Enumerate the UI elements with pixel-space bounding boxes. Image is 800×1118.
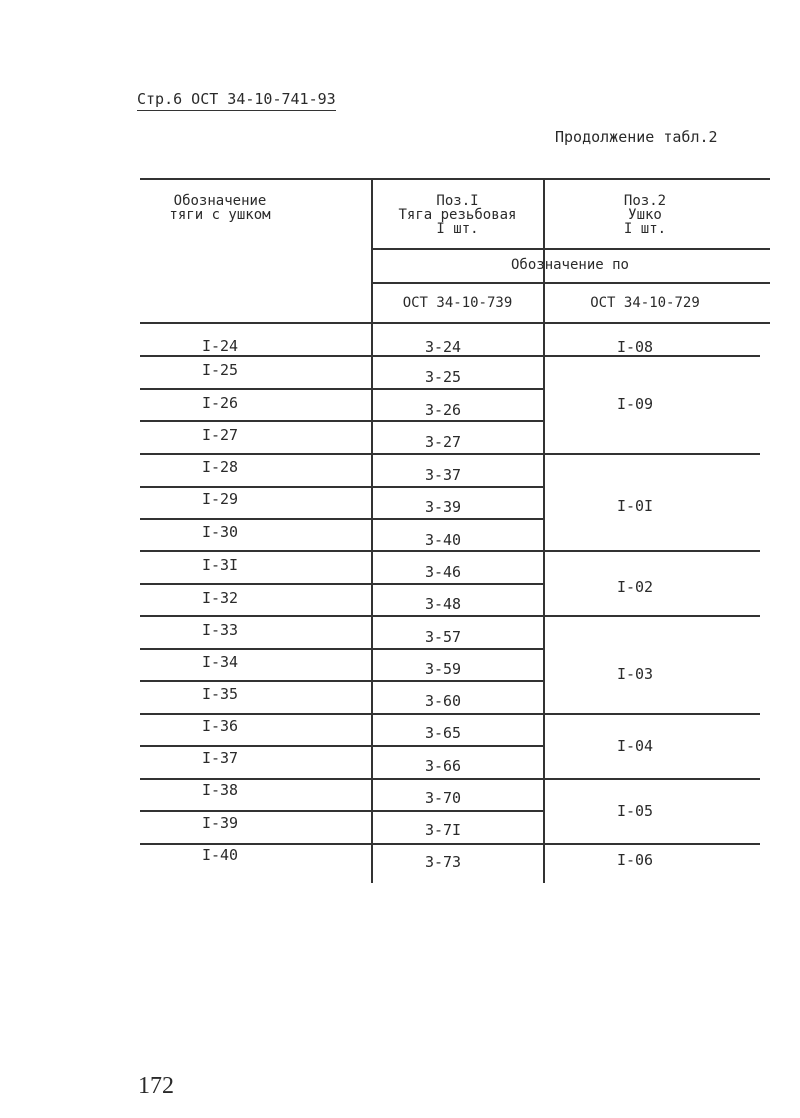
- table-cell-rod: 3-40: [424, 531, 462, 549]
- table-cell-rod: 3-70: [424, 789, 462, 807]
- header-pos2: [570, 194, 720, 236]
- header-pos1: [380, 194, 535, 236]
- table-cell-designation: I-36: [201, 717, 239, 735]
- page-number: 172: [138, 1073, 174, 1099]
- table-cell-eye: I-06: [616, 851, 654, 869]
- table-cell-designation: I-25: [201, 361, 239, 379]
- table-cell-eye: I-02: [616, 578, 654, 596]
- table-cell-rod: 3-57: [424, 628, 462, 646]
- table-cell-designation: I-27: [201, 426, 239, 444]
- table-cell-designation: I-34: [201, 653, 239, 671]
- table-cell-eye: I-04: [616, 737, 654, 755]
- table-cell-designation: I-33: [201, 621, 239, 639]
- table-cell-eye: I-08: [616, 338, 654, 356]
- table-cell-rod: 3-48: [424, 595, 462, 613]
- table-cell-designation: I-40: [201, 846, 239, 864]
- header-text: Обозначение: [173, 193, 267, 209]
- table-cell-rod: 3-39: [424, 498, 462, 516]
- table-cell-designation: I-39: [201, 814, 239, 832]
- table-cell-designation: I-37: [201, 749, 239, 767]
- page-header: Стр.6 ОСТ 34-10-741-93: [137, 90, 336, 111]
- table-cell-designation: I-26: [201, 394, 239, 412]
- table-cell-rod: 3-24: [424, 338, 462, 356]
- table-cell-rod: 3-27: [424, 433, 462, 451]
- table-cell-designation: I-35: [201, 685, 239, 703]
- table-cell-eye: I-0I: [616, 497, 654, 515]
- table-cell-designation: I-38: [201, 781, 239, 799]
- header-text: Тяга резьбовая: [398, 207, 517, 223]
- header-text: Поз.2: [623, 193, 667, 209]
- table-cell-rod: 3-60: [424, 692, 462, 710]
- table-cell-designation: I-30: [201, 523, 239, 541]
- header-text: Ушко: [628, 207, 662, 223]
- table-cell-designation: I-3I: [201, 556, 239, 574]
- header-text: Поз.I: [436, 193, 479, 209]
- header-text: I шт.: [436, 221, 479, 237]
- header-text: I шт.: [623, 221, 667, 237]
- table-cell-eye: I-09: [616, 395, 654, 413]
- header-divider: [372, 248, 770, 250]
- header-text: тяги с ушком: [169, 207, 271, 223]
- header-designation: [150, 194, 290, 222]
- table-cell-rod: 3-37: [424, 466, 462, 484]
- header-bottom-border: [140, 322, 770, 324]
- table-continuation-label: Продолжение табл.2: [555, 128, 718, 146]
- table-cell-rod: 3-26: [424, 401, 462, 419]
- header-std-eye: ОСТ 34-10-729: [590, 295, 700, 311]
- table-cell-designation: I-29: [201, 490, 239, 508]
- table-cell-eye: I-03: [616, 665, 654, 683]
- table-cell-rod: 3-59: [424, 660, 462, 678]
- table-cell-rod: 3-7I: [424, 821, 462, 839]
- table-cell-designation: I-32: [201, 589, 239, 607]
- table-cell-rod: 3-66: [424, 757, 462, 775]
- header-std-rod: ОСТ 34-10-739: [402, 295, 513, 311]
- table-cell-rod: 3-46: [424, 563, 462, 581]
- header-designation-by: Обозначение по: [510, 257, 629, 273]
- table-top-border: [140, 178, 770, 180]
- table-cell-rod: 3-25: [424, 368, 462, 386]
- table-cell-designation: I-28: [201, 458, 239, 476]
- header-divider: [372, 282, 770, 284]
- table-cell-rod: 3-65: [424, 724, 462, 742]
- table-cell-rod: 3-73: [424, 853, 462, 871]
- table-cell-designation: I-24: [201, 337, 239, 355]
- table-cell-eye: I-05: [616, 802, 654, 820]
